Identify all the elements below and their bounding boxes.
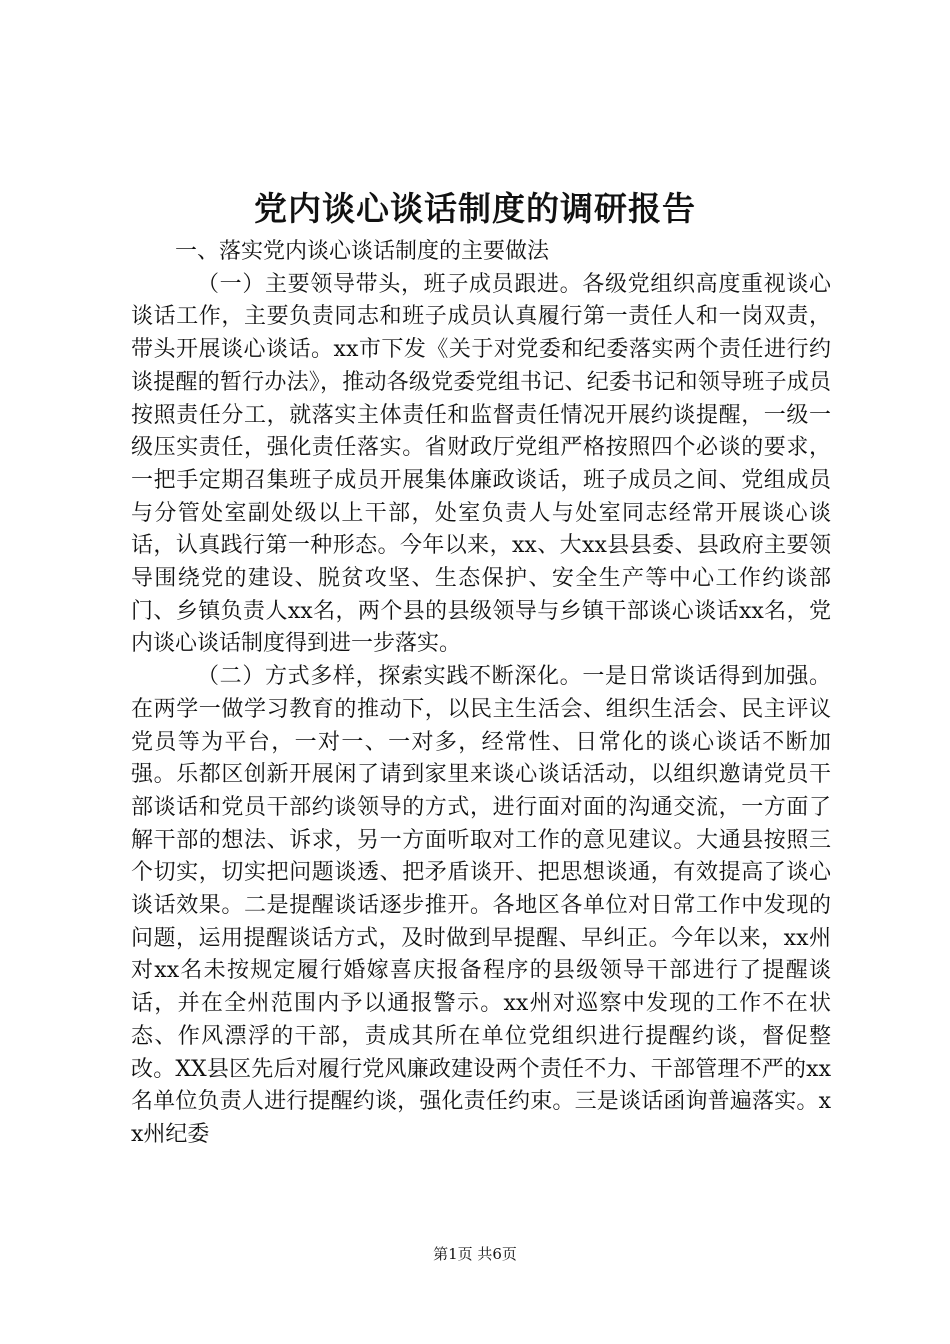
paragraph-2: （二）方式多样，探索实践不断深化。一是日常谈话得到加强。在两学一做学习教育的推动下，以民主生活会、组织生活会、民主评议党员等为平台，一对一、一对多，经常性、日常化的谈心谈话不断加强。乐都区创新开展闲了请到家里来谈心谈话活动，以组织邀请党员干部谈话和党员干部约谈领导的方式，进行面对面的沟通交流，一方面了解干部的想法、诉求，另一方面听取对工作的意见建议。大通县按照三个切实，切实把问题谈透、把矛盾谈开、把思想谈通，有效提高了谈心谈话效果。二是提醒谈话逐步推开。各地区各单位对日常工作中发现的问题，运用提醒谈话方式，及时做到早提醒、早纠正。今年以来，xx州对xx名未按规定履行婚嫁喜庆报备程序的县级领导干部进行了提醒谈话，并在全州范围内予以通报警示。xx州对巡察中发现的工作不在状态、作风漂浮的干部，责成其所在单位党组织进行提醒约谈，督促整改。XX县区先后对履行党风廉政建设两个责任不力、干部管理不严的xx名单位负责人进行提醒约谈，强化责任约束。三是谈话函询普遍落实。xx州纪委 [131, 664, 831, 1147]
section-heading: 一、落实党内谈心谈话制度的主要做法 [175, 239, 550, 264]
page-footer: 第1页 共6页 [433, 1245, 517, 1263]
paragraph-1: （一）主要领导带头，班子成员跟进。各级党组织高度重视谈心谈话工作，主要负责同志和班子成员认真履行第一责任人和一岗双责，带头开展谈心谈话。xx市下发《关于对党委和纪委落实两个责任进行约谈提醒的暂行办法》，推动各级党委党组书记、纪委书记和领导班子成员按照责任分工，就落实主体责任和监督责任情况开展约谈提醒，一级一级压实责任，强化责任落实。省财政厅党组严格按照四个必谈的要求，一把手定期召集班子成员开展集体廉政谈话，班子成员之间、党组成员与分管处室副处级以上干部，处室负责人与处室同志经常开展谈心谈话，认真践行第一种形态。今年以来，xx、大xx县县委、县政府主要领导围绕党的建设、脱贫攻坚、生态保护、安全生产等中心工作约谈部门、乡镇负责人xx名，两个县的县级领导与乡镇干部谈心谈话xx名，党内谈心谈话制度得到进一步落实。 [131, 271, 831, 657]
document-title: 党内谈心谈话制度的调研报告 [254, 189, 696, 228]
document-body [131, 236, 831, 1152]
